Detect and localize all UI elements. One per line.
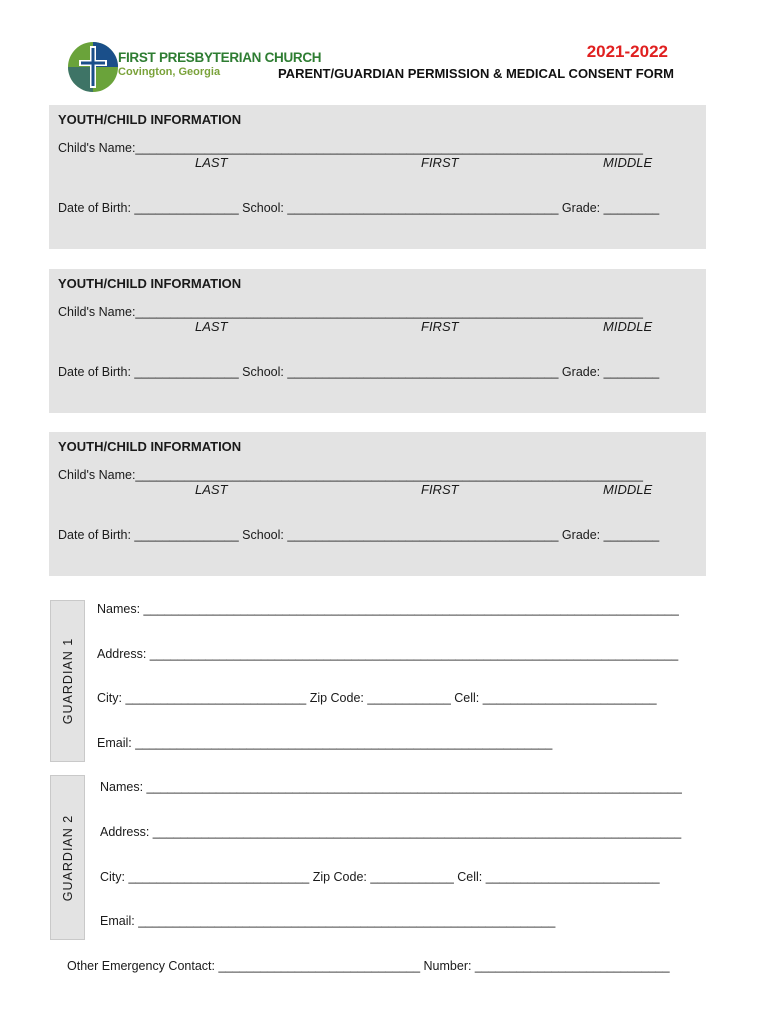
form-title: PARENT/GUARDIAN PERMISSION & MEDICAL CONSENT FORM bbox=[277, 66, 674, 81]
youth-info-section bbox=[49, 432, 706, 576]
section-title: YOUTH/CHILD INFORMATION bbox=[58, 439, 242, 454]
guardian-1-email-field[interactable]: Email: ____________________________________________________________ bbox=[97, 736, 553, 750]
guardian-2-city-zip-cell-field[interactable]: City: __________________________ Zip Code: ____________ Cell: _________________________ bbox=[100, 870, 660, 884]
guardian-1-label: GUARDIAN 1 bbox=[60, 637, 75, 725]
label-last: LAST bbox=[195, 319, 228, 334]
guardian-2-label: GUARDIAN 2 bbox=[60, 814, 75, 901]
birth-school-grade-field[interactable]: Date of Birth: _______________ School: _______________________________________ Grade: ________ bbox=[58, 201, 660, 215]
birth-school-grade-field[interactable]: Date of Birth: _______________ School: _______________________________________ Grade: ________ bbox=[58, 528, 660, 542]
section-title: YOUTH/CHILD INFORMATION bbox=[58, 112, 242, 127]
birth-school-grade-field[interactable]: Date of Birth: _______________ School: _______________________________________ Grade: ________ bbox=[58, 365, 660, 379]
church-name: FIRST PRESBYTERIAN CHURCH bbox=[118, 50, 322, 65]
child-name-field[interactable]: Child's Name:_________________________________________________________________________ bbox=[58, 305, 643, 319]
section-title: YOUTH/CHILD INFORMATION bbox=[58, 276, 242, 291]
guardian-2-email-field[interactable]: Email: ____________________________________________________________ bbox=[100, 914, 556, 928]
youth-info-section bbox=[49, 269, 706, 413]
label-middle: MIDDLE bbox=[603, 155, 653, 170]
child-name-field[interactable]: Child's Name:_________________________________________________________________________ bbox=[58, 468, 643, 482]
guardian-1-names-field[interactable]: Names: _____________________________________________________________________________ bbox=[97, 602, 679, 616]
church-location: Covington, Georgia bbox=[118, 66, 221, 78]
guardian-2-tab bbox=[50, 775, 85, 940]
label-middle: MIDDLE bbox=[603, 482, 653, 497]
emergency-contact-field[interactable]: Other Emergency Contact: _____________________________ Number: ____________________________ bbox=[67, 959, 670, 973]
guardian-2-address-field[interactable]: Address: ____________________________________________________________________________ bbox=[100, 825, 682, 839]
form-year: 2021-2022 bbox=[586, 42, 668, 61]
guardian-1-address-field[interactable]: Address: ____________________________________________________________________________ bbox=[97, 647, 679, 661]
label-middle: MIDDLE bbox=[603, 319, 653, 334]
church-cross-logo-icon bbox=[66, 40, 120, 94]
guardian-1-city-zip-cell-field[interactable]: City: __________________________ Zip Code: ____________ Cell: _________________________ bbox=[97, 691, 657, 705]
guardian-2-names-field[interactable]: Names: _____________________________________________________________________________ bbox=[100, 780, 682, 794]
label-last: LAST bbox=[195, 155, 228, 170]
label-first: FIRST bbox=[421, 319, 459, 334]
guardian-1-tab bbox=[50, 600, 85, 762]
label-first: FIRST bbox=[421, 482, 459, 497]
youth-info-section bbox=[49, 105, 706, 249]
child-name-field[interactable]: Child's Name:_________________________________________________________________________ bbox=[58, 141, 643, 155]
label-last: LAST bbox=[195, 482, 228, 497]
label-first: FIRST bbox=[421, 155, 459, 170]
